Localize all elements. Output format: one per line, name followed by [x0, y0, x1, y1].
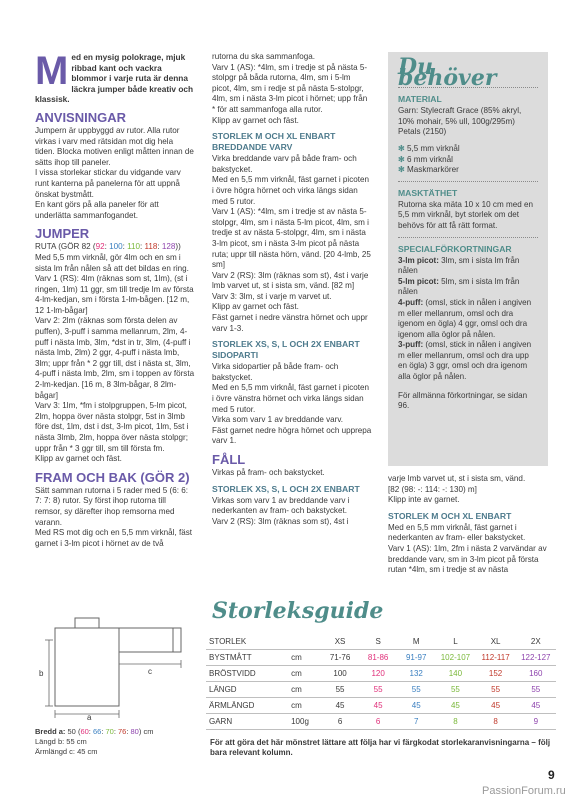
jumper-p4: Varv 3: 1lm, *fm i stolpgruppen, 5-lm picot, 2lm, hoppa över nästa stolpgr, 5st in 3lmb före dst, 1lm, dst i dst, 3-lm picot, 1lm, 5st i nästa 3lmb, 2lm, hoppa över nästa stolpgr; uppr från * 3 ggr till, sm till första fm.	[35, 401, 189, 453]
label-a: a	[87, 713, 92, 720]
asterisk-icon: ✻	[398, 165, 405, 175]
fall-xs-p1: Virkas som varv 1 av breddande varv i nederkanten av fram- och bakstycket.	[212, 495, 350, 516]
special-item: 4-puff: (omsl, stick in nålen i angiven m eller mellanrum, omsl och dra igenom en ögla) 4 ggr, omsl och dra igenom alla öglor på nålen.	[398, 297, 532, 339]
table-row	[206, 714, 556, 730]
breddande-p2: Med en 5,5 mm virknål, fäst garnet i picoten i övre högra hörnet och virka längs sidan med 5 rutor.	[212, 175, 370, 206]
asterisk-icon: ✻	[398, 143, 405, 153]
table-row	[206, 650, 556, 666]
header-cell	[288, 634, 321, 650]
sidoparti-p1: Virka sidopartier på både fram- och bakstycket.	[212, 362, 339, 382]
fall-xs-p2: Varv 2 (RS): 3lm (räknas som st), 4st i	[212, 516, 349, 526]
table-cell: 122-127	[516, 650, 556, 666]
fall-heading: FÅLL	[212, 452, 246, 467]
header-cell: XS	[321, 634, 359, 650]
table-cell: 55	[321, 682, 359, 698]
jumper-p1: Med 5,5 mm virknål, gör 4lm och en sm i sista lm från nålen så att det bildas en ring.	[35, 252, 189, 273]
sweater-shape	[55, 618, 181, 706]
masktathet-text: Rutorna ska mäta 10 x 10 cm med en 5,5 mm virknål, byt storlek om det behövs för att få rätt format.	[398, 199, 533, 230]
header-cell: S	[359, 634, 397, 650]
sidoparti-p2: Med en 5,5 mm virknål, fäst garnet i picoten i övre vänstra hörnet och virka längs sidan med 5 rutor.	[212, 383, 370, 414]
tool-item: ✻ Maskmarkörer	[398, 165, 459, 175]
m-xl-p1: Med en 5,5 mm virknål, fäst garnet i nederkanten av fram- eller bakstycket.	[388, 522, 526, 543]
row-unit: cm	[288, 666, 321, 682]
breddande-p6: Klipp av garnet och fäst.	[212, 302, 299, 312]
jumper-ruta: RUTA (GÖR 82 (92: 100: 110: 118: 128))	[35, 242, 181, 252]
breddande-p3: Varv 1 (AS): *4lm, sm i tredje st av nästa 5-stolpgr, 4lm, sm i nästa 5-lm picot, 4lm, sm i tredje st av nästa 5-stolpgr, 4lm, sm i nästa 3-lm picot, sm i nästa 3-lm picot på nästa ruta; uppr till nästa hörn, vänd. [20 4-lmb, 25 sm]	[212, 207, 371, 270]
table-cell: 71-76	[321, 650, 359, 666]
table-cell: 45	[359, 698, 397, 714]
label-b: b	[39, 669, 44, 678]
breddande-p1: Virka breddande varv på både fram- och bakstycket.	[212, 154, 357, 174]
breddande-heading: STORLEK M OCH XL ENBART BREDDANDE VARV	[212, 131, 336, 153]
anvisningar-p1: Jumpern är uppbyggd av rutor. Alla rutor virkas i varv med rätsidan mot dig hela tiden. Blocka motiven enligt måtten innan de sätts ihop till paneler.	[35, 125, 194, 167]
table-cell: 140	[435, 666, 475, 682]
table-cell: 55	[516, 682, 556, 698]
table-cell: 45	[476, 698, 516, 714]
table-cell: 8	[435, 714, 475, 730]
m-xl-heading: STORLEK M OCH XL ENBART	[388, 510, 512, 521]
table-cell: 55	[435, 682, 475, 698]
bredd-line: Bredd a: 50 (60: 66: 70: 76: 80) cm	[35, 727, 154, 736]
intro	[35, 49, 195, 105]
intro-text: ed en mysig polokrage, mjuk ribbad kant och vackra blommor i varje ruta är denna läckra jumper både kreativ och klassisk.	[35, 52, 194, 105]
table-cell: 100	[321, 666, 359, 682]
asterisk-icon: ✻	[398, 154, 405, 164]
right-p3: Klipp inte av garnet.	[388, 495, 460, 505]
header-cell: 2X	[516, 634, 556, 650]
anvisningar-p3: En kant görs på alla paneler för att underlätta sammanfogandet.	[35, 200, 159, 220]
right-p1: varje lmb varvet ut, st i sista sm, vänd.	[388, 474, 526, 483]
row-label: BRÖSTVIDD	[206, 666, 288, 682]
breddande-p4: Varv 2 (RS): 3lm (räknas som st), 4st i varje lmb varvet ut, st i sista sm, vänd. [82 m]	[212, 270, 369, 291]
left-column	[35, 49, 195, 549]
storleksguide-title: Storleksguide	[212, 598, 384, 624]
masktathet-heading: MASKTÄTHET	[398, 187, 458, 198]
table-cell: 102-107	[435, 650, 475, 666]
special-item: 3-puff: (omsl, stick in nålen i angiven m eller mellanrum, omsl och dra upp en ögla) 3 ggr, omsl och dra igenom alla öglor på nålen.	[398, 340, 532, 382]
watermark: PassionForum.ru	[482, 785, 566, 797]
table-cell: 45	[516, 698, 556, 714]
du-behover-box	[388, 52, 548, 466]
mid-p2: Varv 1 (AS): *4lm, sm i tredje st på nästa 5-stolpgr på båda rutorna, 4lm, sm i 5-lm picot, 4lm, sm i redje st på nästa 5-stolpgr, 4lm, sm i nästa 3-lm picot i hörnet; upp från * för att sammanfoga alla rutor.	[212, 62, 368, 114]
breddande-p7: Fäst garnet i nedre vänstra hörnet och uppr varv 1-3.	[212, 313, 368, 333]
mid-p3: Klipp av garnet och fäst.	[212, 115, 299, 125]
middle-column	[212, 52, 372, 527]
tool-item: ✻ 5,5 mm virknål	[398, 143, 460, 153]
m-xl-p2: Varv 1 (AS): 1lm, 2fm i nästa 2 varvändar av breddande varv, sm in 3-lm picot på första rutan *4lm, sm i tredje st av nästa	[388, 543, 547, 575]
material-heading: MATERIAL	[398, 94, 442, 105]
label-c: c	[148, 667, 152, 676]
header-cell: L	[435, 634, 475, 650]
sidoparti-p4: Fäst garnet nedre högra hörnet och upprepa varv 1.	[212, 425, 372, 446]
jumper-p2: Varv 1 (RS): 4lm (räknas som st, 1lm), (st i ringen, 1lm) 11 ggr, sm till tredje lm av första 4-lm-kedjan, sm i första 1-lm-bågen. [12 m, 12 1-lm-bågar]	[35, 274, 194, 315]
box-footer: För allmänna förkortningar, se sidan 96.	[398, 390, 528, 411]
material-text: Garn: Stylecraft Grace (85% akryl, 10% mohair, 5% ull, 100g/295m) Petals (2150)	[398, 106, 522, 137]
table-cell: 7	[397, 714, 435, 730]
anvisningar-p2: I vissa storlekar stickar du vidgande varv runt kanterna på panelerna för att uppnå önskat bystmått.	[35, 168, 181, 199]
right-p2: [82 (98: -: 114: -: 130) m]	[388, 484, 477, 494]
table-cell: 45	[397, 698, 435, 714]
diagram-measurements	[35, 727, 205, 757]
anvisningar-heading: ANVISNINGAR	[35, 109, 127, 125]
fram-bak-heading: FRAM OCH BAK (GÖR 2)	[35, 469, 190, 485]
right-column-lower	[388, 474, 548, 576]
table-row	[206, 666, 556, 682]
table-cell: 132	[397, 666, 435, 682]
table-cell: 81-86	[359, 650, 397, 666]
du-behover-title: Du behöver	[398, 54, 497, 91]
fall-xs-heading: STORLEK XS, S, L OCH 2X ENBART	[212, 483, 360, 494]
table-cell: 55	[476, 682, 516, 698]
row-label: BYSTMÅTT	[206, 650, 288, 666]
fall-p1: Virkas på fram- och bakstycket.	[212, 468, 325, 477]
page-number: 9	[548, 768, 555, 782]
table-cell: 45	[321, 698, 359, 714]
sidoparti-p3: Virka som varv 1 av breddande varv.	[212, 415, 344, 425]
size-table	[206, 634, 556, 730]
sidoparti-heading: STORLEK XS, S, L OCH 2X ENBART SIDOPARTI	[212, 339, 360, 361]
tool-item: ✻ 6 mm virknål	[398, 154, 453, 164]
jumper-p5: Klipp av garnet och fäst.	[35, 454, 122, 464]
table-cell: 91-97	[397, 650, 435, 666]
table-row	[206, 682, 556, 698]
jumper-p3: Varv 2: 2lm (räknas som första delen av puffen), 3-puff i samma mellanrum, 2lm, 4-puff i nästa lmb, 3lm, *dst in tr, 3lm, (4-puff i nästa lmb, 2lm) 2 ggr, 4-puff i nästa lmb, 3lm; uppr från * 2 ggr till, dst i nästa st, 3lm, 4-puff i nästa lmb, 2lm, sm i toppen av första 2-lm-kedjan. [16 m, 8 3lm-bågar, 8 2lm-bågar]	[35, 316, 195, 400]
row-unit: cm	[288, 698, 321, 714]
table-cell: 112-117	[476, 650, 516, 666]
table-row	[206, 698, 556, 714]
row-unit: 100g	[288, 714, 321, 730]
table-cell: 152	[476, 666, 516, 682]
fram-bak-p1: Sätt samman rutorna i 5 rader med 5 (6: 6: 7: 7: 8) rutor. Sy först ihop rutorna till remsor, sy därefter ihop remsorna med varann.	[35, 485, 188, 527]
table-cell: 55	[397, 682, 435, 698]
intro-dropcap: M	[35, 49, 69, 93]
fram-bak-p2: Med RS mot dig och en 5,5 mm virknål, fäst garnet i 3-lm picot i hörnet av de två	[35, 528, 192, 548]
table-cell: 45	[435, 698, 475, 714]
table-cell: 55	[359, 682, 397, 698]
table-cell: 120	[359, 666, 397, 682]
table-header	[206, 634, 556, 650]
jumper-heading: JUMPER	[35, 226, 90, 242]
special-item: 5-lm picot: 5lm, sm i sista lm från nålen	[398, 276, 520, 297]
special-item: 3-lm picot: 3lm, sm i sista lm från nålen	[398, 255, 520, 276]
header-cell: STORLEK	[206, 634, 288, 650]
row-label: GARN	[206, 714, 288, 730]
header-cell: M	[397, 634, 435, 650]
guide-note: För att göra det här mönstret lättare att följa har vi färgkodat storlekaranvisningarna – följ bara relevant kolumn.	[210, 738, 551, 757]
special-heading: SPECIALFÖRKORTNINGAR	[398, 243, 512, 254]
table-cell: 6	[321, 714, 359, 730]
garment-schematic	[35, 610, 200, 720]
breddande-p5: Varv 3: 3lm, st i varje m varvet ut.	[212, 291, 332, 301]
row-label: LÄNGD	[206, 682, 288, 698]
table-cell: 6	[359, 714, 397, 730]
row-unit: cm	[288, 650, 321, 666]
dimension-b	[45, 640, 53, 706]
table-cell: 160	[516, 666, 556, 682]
header-cell: XL	[476, 634, 516, 650]
mid-p1: rutorna du ska sammanfoga.	[212, 52, 316, 61]
row-label: ÄRMLÄNGD	[206, 698, 288, 714]
row-unit: cm	[288, 682, 321, 698]
table-cell: 9	[516, 714, 556, 730]
armlangd-line: Ärmlängd c: 45 cm	[35, 747, 98, 756]
table-cell: 8	[476, 714, 516, 730]
langd-line: Längd b: 55 cm	[35, 737, 87, 746]
size-table-wrap	[206, 634, 556, 730]
